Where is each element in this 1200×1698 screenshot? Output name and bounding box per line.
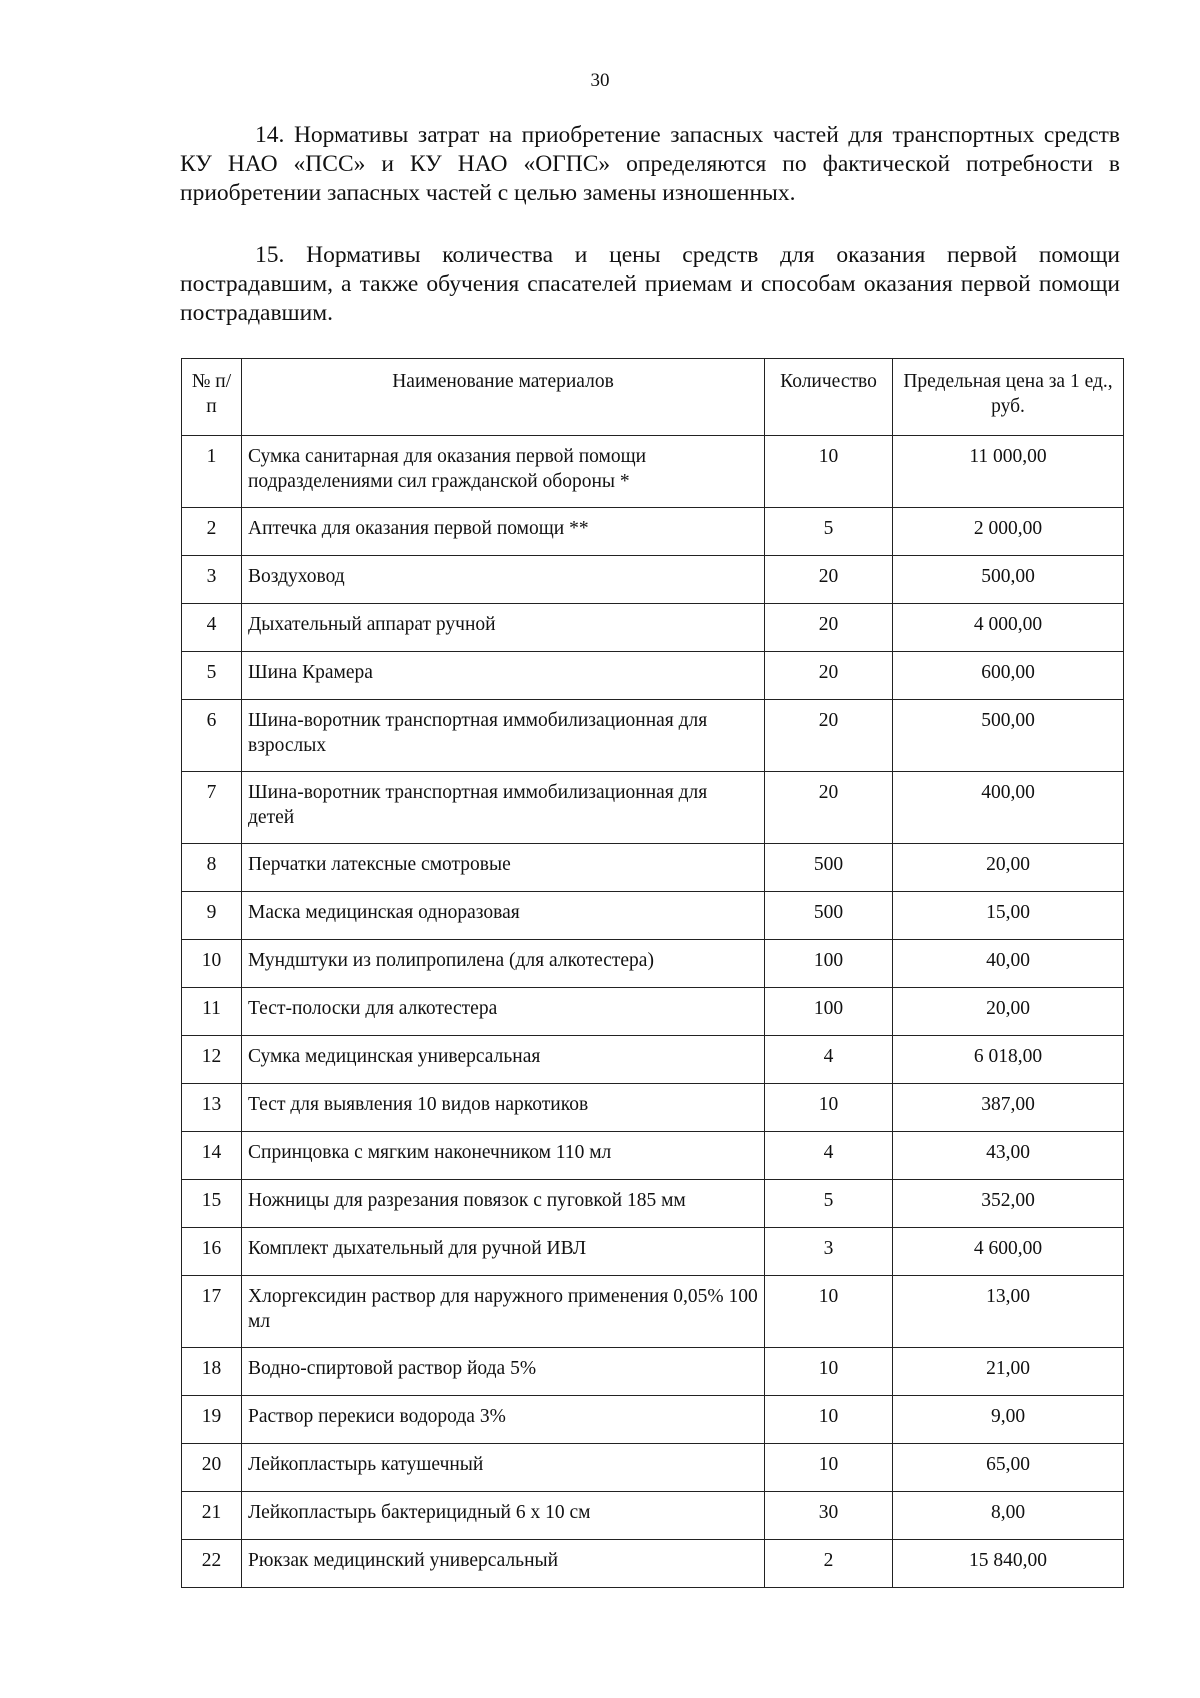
row-quantity: 10: [765, 1396, 893, 1444]
row-price: 8,00: [893, 1492, 1124, 1540]
row-number: 11: [182, 988, 242, 1036]
header-num: № п/п: [182, 359, 242, 436]
row-price: 9,00: [893, 1396, 1124, 1444]
row-quantity: 20: [765, 772, 893, 844]
row-number: 1: [182, 436, 242, 508]
row-quantity: 20: [765, 652, 893, 700]
table-row: [182, 652, 1124, 700]
row-number: 9: [182, 892, 242, 940]
row-name: Аптечка для оказания первой помощи **: [242, 508, 765, 556]
row-price: 400,00: [893, 772, 1124, 844]
row-quantity: 100: [765, 988, 893, 1036]
row-number: 6: [182, 700, 242, 772]
row-quantity: 10: [765, 436, 893, 508]
table-body: [182, 436, 1124, 1588]
row-price: 15,00: [893, 892, 1124, 940]
row-name: Дыхательный аппарат ручной: [242, 604, 765, 652]
row-number: 14: [182, 1132, 242, 1180]
row-number: 7: [182, 772, 242, 844]
row-quantity: 100: [765, 940, 893, 988]
table-row: [182, 700, 1124, 772]
row-quantity: 500: [765, 844, 893, 892]
row-price: 15 840,00: [893, 1540, 1124, 1588]
row-name: Хлоргексидин раствор для наружного применения 0,05% 100 мл: [242, 1276, 765, 1348]
row-quantity: 4: [765, 1132, 893, 1180]
row-price: 600,00: [893, 652, 1124, 700]
row-name: Ножницы для разрезания повязок с пуговкой 185 мм: [242, 1180, 765, 1228]
table-row: [182, 1132, 1124, 1180]
row-number: 8: [182, 844, 242, 892]
row-number: 17: [182, 1276, 242, 1348]
row-quantity: 20: [765, 604, 893, 652]
row-price: 4 000,00: [893, 604, 1124, 652]
row-price: 13,00: [893, 1276, 1124, 1348]
header-qty: Количество: [765, 359, 893, 436]
table-row: [182, 1492, 1124, 1540]
row-number: 12: [182, 1036, 242, 1084]
table-row: [182, 1276, 1124, 1348]
row-quantity: 30: [765, 1492, 893, 1540]
row-name: Маска медицинская одноразовая: [242, 892, 765, 940]
row-number: 2: [182, 508, 242, 556]
row-name: Воздуховод: [242, 556, 765, 604]
table-row: [182, 1444, 1124, 1492]
row-name: Лейкопластырь бактерицидный 6 х 10 см: [242, 1492, 765, 1540]
row-name: Сумка медицинская универсальная: [242, 1036, 765, 1084]
row-quantity: 10: [765, 1444, 893, 1492]
row-name: Шина-воротник транспортная иммобилизационная для детей: [242, 772, 765, 844]
row-price: 500,00: [893, 700, 1124, 772]
row-price: 40,00: [893, 940, 1124, 988]
row-quantity: 2: [765, 1540, 893, 1588]
row-number: 22: [182, 1540, 242, 1588]
row-number: 10: [182, 940, 242, 988]
table-row: [182, 1396, 1124, 1444]
row-price: 43,00: [893, 1132, 1124, 1180]
table-row: [182, 1348, 1124, 1396]
header-name: Наименование материалов: [242, 359, 765, 436]
row-name: Лейкопластырь катушечный: [242, 1444, 765, 1492]
table-row: [182, 508, 1124, 556]
page-number: 30: [590, 70, 610, 91]
row-price: 387,00: [893, 1084, 1124, 1132]
row-number: 19: [182, 1396, 242, 1444]
row-number: 16: [182, 1228, 242, 1276]
row-name: Тест-полоски для алкотестера: [242, 988, 765, 1036]
row-name: Спринцовка с мягким наконечником 110 мл: [242, 1132, 765, 1180]
row-price: 20,00: [893, 844, 1124, 892]
row-name: Тест для выявления 10 видов наркотиков: [242, 1084, 765, 1132]
row-price: 500,00: [893, 556, 1124, 604]
row-price: 2 000,00: [893, 508, 1124, 556]
row-name: Комплект дыхательный для ручной ИВЛ: [242, 1228, 765, 1276]
row-quantity: 5: [765, 1180, 893, 1228]
table-row: [182, 1084, 1124, 1132]
row-quantity: 3: [765, 1228, 893, 1276]
table-row: [182, 436, 1124, 508]
row-name: Шина Крамера: [242, 652, 765, 700]
row-number: 20: [182, 1444, 242, 1492]
row-name: Шина-воротник транспортная иммобилизационная для взрослых: [242, 700, 765, 772]
row-quantity: 10: [765, 1084, 893, 1132]
table-row: [182, 892, 1124, 940]
row-price: 6 018,00: [893, 1036, 1124, 1084]
row-quantity: 10: [765, 1276, 893, 1348]
row-quantity: 500: [765, 892, 893, 940]
row-price: 11 000,00: [893, 436, 1124, 508]
row-number: 21: [182, 1492, 242, 1540]
row-price: 65,00: [893, 1444, 1124, 1492]
table-row: [182, 1228, 1124, 1276]
row-number: 13: [182, 1084, 242, 1132]
row-name: Сумка санитарная для оказания первой помощи подразделениями сил гражданской обороны *: [242, 436, 765, 508]
row-price: 20,00: [893, 988, 1124, 1036]
row-price: 352,00: [893, 1180, 1124, 1228]
table-header-row: [182, 359, 1124, 436]
header-price: Предельная цена за 1 ед., руб.: [893, 359, 1124, 436]
row-quantity: 4: [765, 1036, 893, 1084]
table-row: [182, 772, 1124, 844]
row-name: Мундштуки из полипропилена (для алкотестера): [242, 940, 765, 988]
row-name: Водно-спиртовой раствор йода 5%: [242, 1348, 765, 1396]
paragraph-14: 14. Нормативы затрат на приобретение запасных частей для транспортных средств КУ НАО «ПСС» и КУ НАО «ОГПС» определяются по фактической потребности в приобретении запасных частей с целью замены изношенных.: [180, 122, 1120, 206]
table-row: [182, 556, 1124, 604]
row-number: 18: [182, 1348, 242, 1396]
table-row: [182, 1036, 1124, 1084]
row-name: Раствор перекиси водорода 3%: [242, 1396, 765, 1444]
table-row: [182, 844, 1124, 892]
row-number: 15: [182, 1180, 242, 1228]
row-number: 3: [182, 556, 242, 604]
table-row: [182, 604, 1124, 652]
row-name: Рюкзак медицинский универсальный: [242, 1540, 765, 1588]
row-name: Перчатки латексные смотровые: [242, 844, 765, 892]
paragraph-15: 15. Нормативы количества и цены средств для оказания первой помощи пострадавшим, а также обучения спасателей приемам и способам оказания первой помощи пострадавшим.: [180, 242, 1120, 326]
table-row: [182, 1180, 1124, 1228]
row-price: 21,00: [893, 1348, 1124, 1396]
row-quantity: 20: [765, 700, 893, 772]
row-number: 4: [182, 604, 242, 652]
table-row: [182, 988, 1124, 1036]
row-price: 4 600,00: [893, 1228, 1124, 1276]
table-row: [182, 1540, 1124, 1588]
materials-table: [181, 358, 1124, 1588]
table-row: [182, 940, 1124, 988]
row-quantity: 20: [765, 556, 893, 604]
row-quantity: 5: [765, 508, 893, 556]
row-number: 5: [182, 652, 242, 700]
row-quantity: 10: [765, 1348, 893, 1396]
